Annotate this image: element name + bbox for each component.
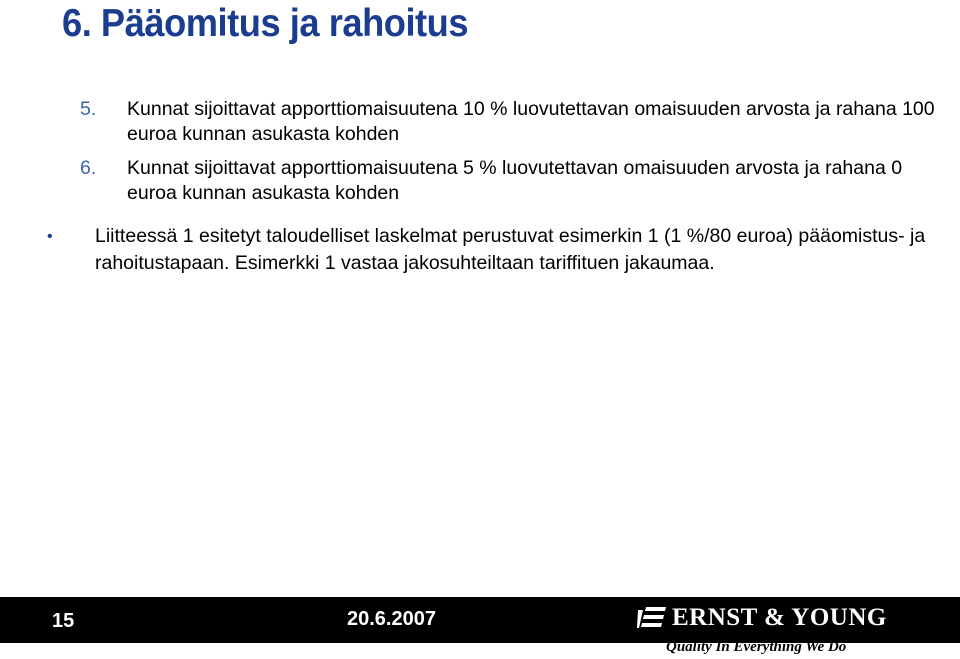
company-logo xyxy=(637,602,887,634)
page-number: 15 xyxy=(52,610,75,632)
numbered-list xyxy=(80,97,940,215)
list-item-6 xyxy=(80,156,940,206)
logo-tagline: Quality In Everything We Do xyxy=(666,639,847,655)
ernst-young-logo-mark-icon xyxy=(637,606,667,630)
logo-text: ERNST & YOUNG xyxy=(672,604,887,631)
slide-title: 6. Pääomitus ja rahoitus xyxy=(62,2,469,45)
footer-date: 20.6.2007 xyxy=(347,608,436,630)
list-item-text: Kunnat sijoittavat apporttiomaisuutena 10 % luovutettavan omaisuuden arvosta ja rahana 100 euroa kunnan asukasta kohden xyxy=(127,98,935,145)
list-item-number: 5. xyxy=(80,98,97,120)
bullet-icon: • xyxy=(47,228,53,245)
bullet-text: Liitteessä 1 esitetyt taloudelliset laskelmat perustuvat esimerkin 1 (1 %/80 euroa) pääomistus- ja rahoitustapaan. Esimerkki 1 vastaa jakosuhteiltaan tariffituen jakaumaa. xyxy=(95,225,926,274)
list-item-number: 6. xyxy=(80,157,97,179)
list-item-text: Kunnat sijoittavat apporttiomaisuutena 5 % luovutettavan omaisuuden arvosta ja rahana 0 euroa kunnan asukasta kohden xyxy=(127,157,903,204)
bullet-paragraph xyxy=(47,223,927,277)
list-item-5 xyxy=(80,97,940,147)
